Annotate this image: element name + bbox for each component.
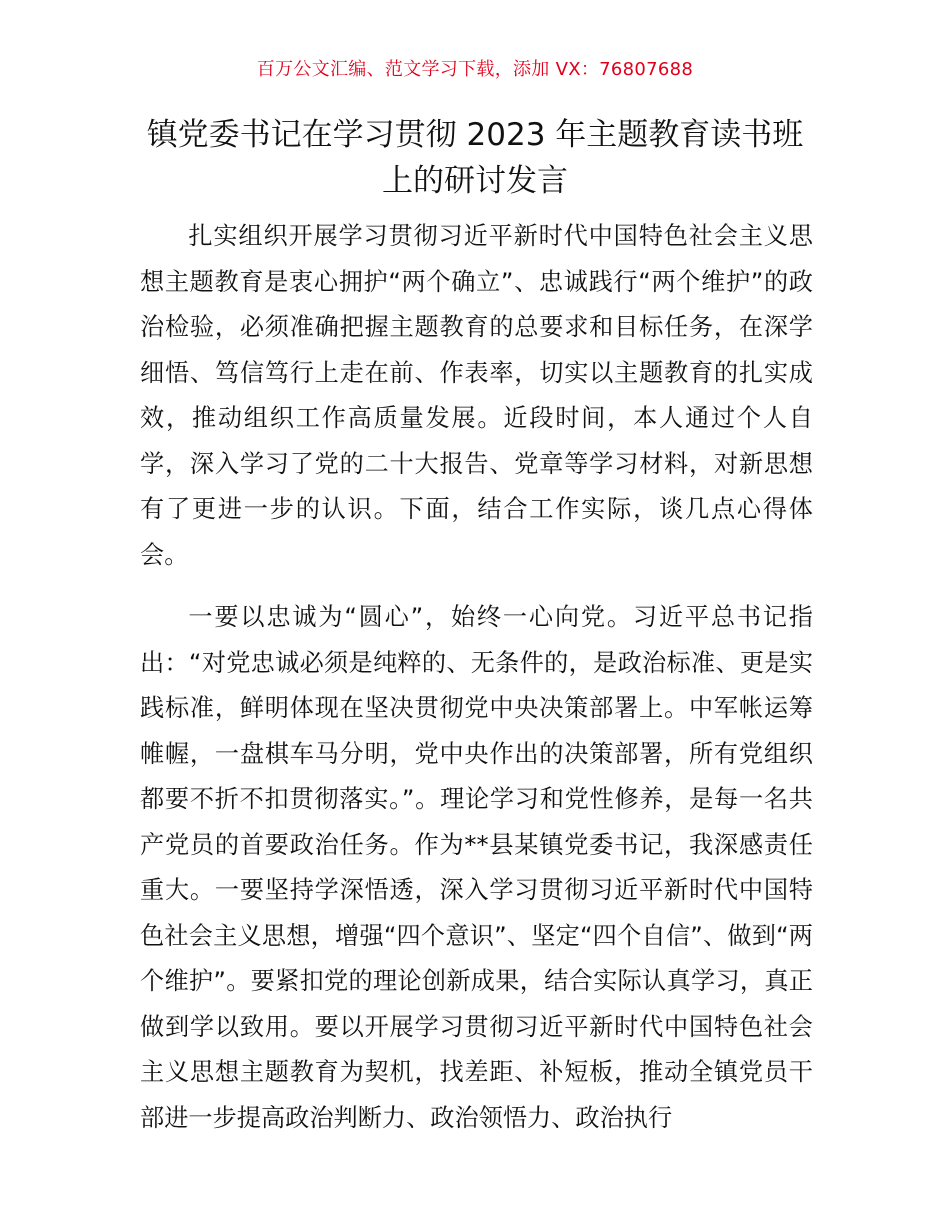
- title-line-2: 上的研讨发言: [382, 163, 568, 199]
- document-title: [140, 112, 810, 204]
- paragraph-intro: 扎实组织开展学习贯彻习近平新时代中国特色社会主义思想主题教育是衷心拥护“两个确立”、忠诚践行“两个维护”的政治检验，必须准确把握主题教育的总要求和目标任务，在深学细悟、笃信笃行上走在前、作表率，切实以主题教育的扎实成效，推动组织工作高质量发展。近段时间，本人通过个人自学，深入学习了党的二十大报告、党章等学习材料，对新思想有了更进一步的认识。下面，结合工作实际，谈几点心得体会。: [140, 222, 813, 569]
- document-body: [140, 214, 813, 1158]
- title-line-1: 镇党委书记在学习贯彻 2023 年主题教育读书班: [146, 117, 804, 153]
- watermark-header: 百万公文汇编、范文学习下载，添加 VX：76807688: [256, 59, 694, 80]
- paragraph-point-one: 一要以忠诚为“圆心”，始终一心向党。习近平总书记指出：“对党忠诚必须是纯粹的、无条件的，是政治标准、更是实践标准，鲜明体现在坚决贯彻党中央决策部署上。中军帐运筹帷幄，一盘棋车马分明，党中央作出的决策部署，所有党组织都要不折不扣贯彻落实。”。理论学习和党性修养，是每一名共产党员的首要政治任务。作为**县某镇党委书记，我深感责任重大。一要坚持学深悟透，深入学习贯彻习近平新时代中国特色社会主义思想，增强“四个意识”、坚定“四个自信”、做到“两个维护”。要紧扣党的理论创新成果，结合实际认真学习，真正做到学以致用。要以开展学习贯彻习近平新时代中国特色社会主义思想主题教育为契机，找差距、补短板，推动全镇党员干部进一步提高政治判断力、政治领悟力、政治执行: [140, 603, 813, 1132]
